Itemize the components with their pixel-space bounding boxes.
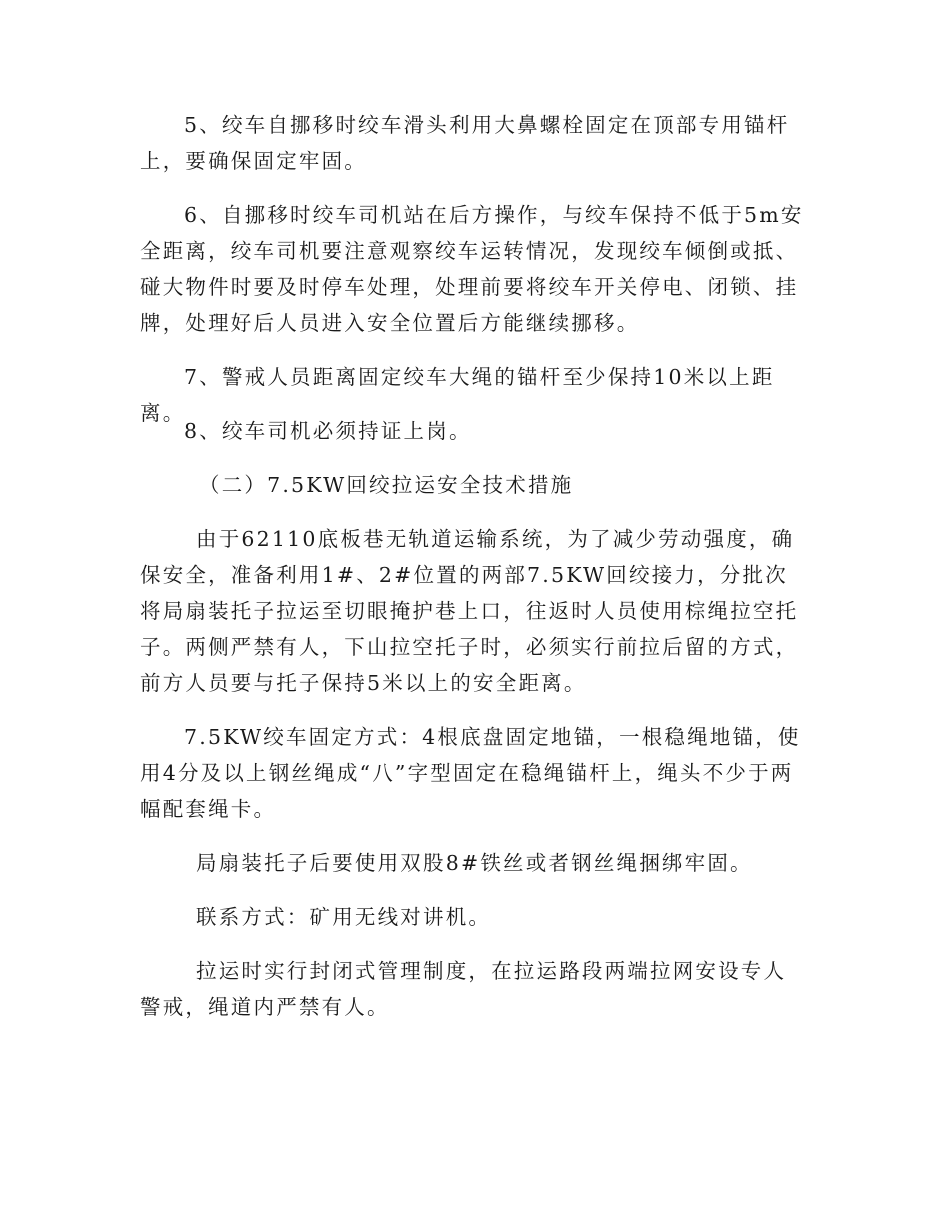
paragraph-item-6: 6、自挪移时绞车司机站在后方操作，与绞车保持不低于5m安全距离，绞车司机要注意观察绞车运转情况，发现绞车倾倒或抵、碰大物件时要及时停车处理，处理前要将绞车开关停电、闭锁、挂牌，处理好后人员进入安全位置后方能继续挪移。 xyxy=(140,203,804,335)
paragraph-item-5: 5、绞车自挪移时绞车滑头利用大鼻螺栓固定在顶部专用锚杆上，要确保固定牢固。 xyxy=(140,113,790,173)
paragraph-item-7: 7、警戒人员距离固定绞车大绳的锚杆至少保持10米以上距离。 xyxy=(140,365,775,425)
paragraph-item-8: 8、绞车司机必须持证上岗。 xyxy=(184,419,472,443)
paragraph-closed-management: 拉运时实行封闭式管理制度，在拉运路段两端拉网安设专人警戒，绳道内严禁有人。 xyxy=(140,959,787,1019)
paragraph-contact-method: 联系方式：矿用无线对讲机。 xyxy=(196,905,492,929)
paragraph-winch-fixing: 7.5KW绞车固定方式：4根底盘固定地锚，一根稳绳地锚，使用4分及以上钢丝绳成“八”字型固定在稳绳锚杆上，绳头不少于两幅配套绳卡。 xyxy=(140,725,801,821)
paragraph-transport-description: 由于62110底板巷无轨道运输系统，为了减少劳动强度，确保安全，准备利用1#、2#位置的两部7.5KW回绞接力，分批次将局扇装托子拉运至切眼掩护巷上口，往返时人员使用棕绳拉空托子。两侧严禁有人，下山拉空托子时，必须实行前拉后留的方式，前方人员要与托子保持5米以上的安全距离。 xyxy=(140,527,799,695)
section-heading: （二）7.5KW回绞拉运安全技术措施 xyxy=(199,473,574,497)
paragraph-fan-binding: 局扇装托子后要使用双股8#铁丝或者钢丝绳捆绑牢固。 xyxy=(196,851,753,875)
